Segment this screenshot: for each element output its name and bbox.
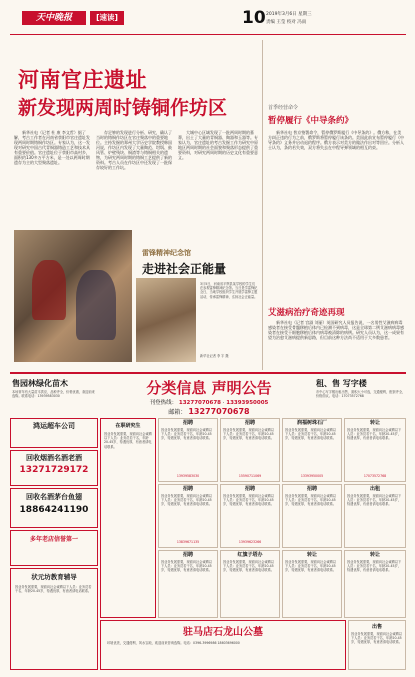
grid-cell (344, 484, 406, 548)
grid-cell-title: 招聘 (306, 486, 317, 492)
right-headline: 暂停履行《中导条约》 (268, 116, 354, 126)
grid-cell-body: 因业务发展需要，现面向社会诚聘以下人员：业务员若干名，年龄20-45岁，待遇优厚，有意者请电话联系。 (285, 428, 336, 441)
feature-photo (136, 278, 196, 362)
classifieds-rule (10, 372, 406, 374)
left-ad-5-body: 因业务发展需要，现面向社会诚聘以下人员：业务员若干名，年龄20-45岁，待遇优厚，有意者请电话联系。 (15, 585, 92, 594)
left-ad-1-title: 鸿运超车公司 (33, 422, 75, 430)
feature-byline: 新华社记者 李 宇 摄 (200, 354, 229, 358)
grid-cell-body: 因业务发展需要，现面向社会诚聘以下人员：业务员若干名，年龄20-45岁，待遇优厚，有意者请电话联系。 (161, 560, 212, 573)
grid-cell-title: 招聘 (182, 552, 193, 558)
grid-cell (220, 418, 280, 482)
bottom-right-ad (348, 620, 406, 670)
grid-cell-body: 因业务发展需要，现面向社会诚聘以下人员：业务员若干名，年龄20-45岁，待遇优厚，有意者请电话联系。 (285, 560, 336, 573)
masthead (8, 8, 408, 34)
big-phone: 13277070678 (188, 407, 250, 416)
left-ad-title: 售园林绿化苗木 (12, 379, 68, 388)
bottom-right-title: 出售 (371, 624, 382, 630)
left-ad-2-title: 回收烟酒名酒老酒 (26, 454, 82, 462)
editors: 责编 王莹 校对 冯雨 (266, 20, 307, 25)
left-classified-column (10, 418, 98, 670)
grid-cell-title: 转让 (369, 552, 380, 558)
middle-col-edu (100, 418, 156, 618)
page-number: 10 (242, 8, 266, 28)
bottom-ad-title: 驻马店石龙山公墓 (183, 627, 263, 638)
grid-cell (158, 484, 218, 548)
grid-cell-body: 因业务发展需要，现面向社会诚聘以下人员：业务员若干名，年龄20-45岁，待遇优厚，有意者请电话联系。 (347, 428, 402, 441)
hotline-phone-2: 13393950005 (226, 400, 269, 406)
grid-cell-phone: 13939623266 (238, 540, 262, 544)
right-top-body: 新华社电 普京签署命令，暂停俄罗斯履行《中导条约》。俄方称，在美方纠正违约行为之前，俄罗斯将暂停履行该条约。美国此前宣布暂停履行《中导条约》义务并启动退约程序。俄方表示对美方的做法作出对等回应。分析人士认为，条约若失效，双方将失去在中程导弹领域的相互约束。 (268, 130, 404, 150)
grid-cell-body: 因业务发展需要，现面向社会诚聘以下人员：业务员若干名，年龄20-45岁，待遇优厚，有意者请电话联系。 (161, 428, 212, 441)
left-ad-1 (10, 418, 98, 448)
grid-cell-title: 转让 (369, 420, 380, 426)
right-kicker: 首季经营命令 (268, 105, 299, 111)
grid-cell-phone: 13939583030 (176, 474, 200, 478)
left-ad-4 (10, 530, 98, 566)
grid-cell-title: 红旗子塔办 (237, 552, 263, 558)
lead-headline-2: 新发现两周时铸铜作坊区 (18, 97, 228, 119)
grid-cell-body: 因业务发展需要，现面向社会诚聘以下人员：业务员若干名，年龄20-45岁，待遇优厚，有意者请电话联系。 (161, 494, 212, 507)
grid-cell-title: 招聘 (244, 486, 255, 492)
grid-cell (158, 550, 218, 618)
grid-cell-title: 转让 (306, 552, 317, 558)
classified-grid (158, 418, 406, 618)
grid-cell-title: 出租 (369, 486, 380, 492)
section-tag: [速读] (90, 11, 124, 25)
grid-cell (158, 418, 218, 482)
left-ad-2 (10, 450, 98, 486)
lead-col-1: 新华社电（记者 杜 康 李文哲）据了解，考古工作者在河南省荥阳市官庄遗址发现两周时期铸铜作坊区。专家认为，这一发现对研究中国古代青铜器铸造工艺和技术具有重要价值。官庄遗址位于荥阳市高村乡，面积约130多万平方米，是一处以两周时期遗存为主的大型聚落遗址。 (14, 130, 90, 165)
bottom-right-body: 因业务发展需要，现面向社会诚聘以下人员：业务员若干名，年龄20-45岁，待遇优厚，有意者请电话联系。 (351, 632, 402, 645)
left-ad-2-phone: 13271729172 (19, 465, 89, 475)
email-row (110, 407, 308, 416)
grid-cell-body: 因业务发展需要，现面向社会诚聘以下人员：业务员若干名，年龄20-45岁，待遇优厚，有意者请电话联系。 (285, 494, 336, 507)
grid-cell-phone: 15590711069 (238, 474, 262, 478)
col-divider (262, 40, 263, 370)
feature-headline-1: 雷锋精神纪念馆 (142, 249, 191, 257)
grid-cell (282, 550, 342, 618)
grid-cell-body: 因业务发展需要，现面向社会诚聘以下人员：业务员若干名，年龄20-45岁，待遇优厚，有意者请电话联系。 (223, 428, 274, 441)
grid-cell (282, 418, 342, 482)
grid-cell-body: 因业务发展需要，现面向社会诚聘以下人员：业务员若干名，年龄20-45岁，待遇优厚，有意者请电话联系。 (223, 560, 274, 573)
logo: 天中晚报 (22, 11, 86, 25)
edu-body: 因业务发展需要，现面向社会诚聘以下人员：业务员若干名，年龄20-45岁，待遇优厚，有意者请电话联系。 (104, 432, 152, 449)
grid-cell (344, 550, 406, 618)
masthead-rule (10, 34, 406, 35)
grid-cell-title: 招聘 (244, 420, 255, 426)
grid-cell-body: 因业务发展需要，现面向社会诚聘以下人员：业务员若干名，年龄20-45岁，待遇优厚，有意者请电话联系。 (223, 494, 274, 507)
lead-col-2: 存足够的发现进行分析、研究，确认了当时的铸铜作坊区在官庄聚落中的重要地位。主持发掘的郑州大学历史学院教授韩国河说，作坊区内发现了大量陶范、坩埚、鼓风管、炉壁残块、铜渣等与铸铜相关的遗物，为研究两周时期的铸铜工艺提供了新的资料。考古人员在作坊区中还发现了一批保存较好的工作坑。 (96, 130, 172, 170)
left-ad-4-title: 多年老店信誉第一 (29, 536, 78, 543)
hotline-phone-1: 13277070678 (178, 400, 221, 406)
right-ad-body: 市中心写字楼出租出售，面积大小可选，交通便利，配套齐全，价格面议。电话：17073572768 (316, 390, 406, 399)
left-ad-5 (10, 568, 98, 670)
classifieds-banner: 分类信息 声明公告 (146, 379, 272, 397)
feature-caption: 3月5日，河南省平舆县某学校的学生们在参观雷锋精神纪念馆。当日是学雷锋纪念日，当地学校组织学生开展学雷锋主题活动，传承雷锋精神，弘扬社会正能量。 (200, 282, 258, 299)
left-ad-3-title: 回收名酒茅台鱼翅 (26, 493, 82, 501)
bottom-ad-body: 环境优美，交通便利，风水宝地，欢迎前来咨询选购。电话：0396-3996986 18603696000 (107, 641, 240, 645)
issue-date: 2019年3月6日 星期三 (266, 12, 312, 17)
grid-cell-title: 招聘 (182, 486, 193, 492)
grid-cell-title: 招聘 (182, 420, 193, 426)
photo-figure (76, 270, 116, 340)
right-bottom-body: 新华社电（记者 宫淑 刘丽）英国研究人员报告说，一名男性艾滋病病毒感染者在接受骨髓移植后体内已检测不到病毒，这是全球第二例艾滋病病毒感染者在接受干细胞移植后体内病毒被清除的病例。研究人员认为，这一成果有望为治愈艾滋病提供新思路，但目前这种方法尚不适用于大多数患者。 (268, 320, 404, 340)
left-ad-5-title: 状元坊教育辅导 (31, 573, 77, 581)
hotline-label: 刊登热线： (149, 400, 178, 406)
grid-cell (282, 484, 342, 548)
grid-cell-phone: 13393950005 (300, 474, 324, 478)
grid-cell (344, 418, 406, 482)
lead-col-3: 大城中心区域发现了一批两周时期的墓葬，出土了大量的青铜器、陶器和玉器等。专家认为，官庄遗址的考古发掘工作为研究中原地区两周时期的社会面貌和聚落形态提供了重要资料，对研究两周时期的历史文化有重要意义。 (178, 130, 258, 160)
bottom-ad (100, 620, 346, 670)
left-ad-body: 本场常年有大量苗木供应，品种齐全，价格优惠，欢迎前来选购。联系电话：13939583030 (12, 390, 95, 399)
lead-photo (14, 230, 132, 362)
grid-cell-title: 润福树珠石厂 (296, 420, 327, 426)
grid-cell-phone: 13839671135 (176, 540, 200, 544)
left-ad-3 (10, 488, 98, 528)
email-label: 邮箱： (168, 409, 187, 416)
grid-cell-phone: 17073572768 (363, 474, 387, 478)
left-ad-3-phone: 18864241190 (19, 505, 89, 515)
lead-headline-1: 河南官庄遗址 (18, 68, 147, 92)
edu-title: 在职研究生 (115, 423, 141, 429)
hotline-separator: · (222, 400, 227, 406)
right-bottom-headline: 艾滋病治疗奇迹再现 (268, 308, 345, 318)
grid-cell (220, 484, 280, 548)
hotline-row (110, 398, 308, 406)
grid-cell-body: 因业务发展需要，现面向社会诚聘以下人员：业务员若干名，年龄20-45岁，待遇优厚，有意者请电话联系。 (347, 494, 402, 507)
right-ad-title: 租、售 写字楼 (316, 379, 367, 388)
feature-headline-2: 走进社会正能量 (142, 262, 227, 276)
grid-cell (220, 550, 280, 618)
grid-cell-body: 因业务发展需要，现面向社会诚聘以下人员：业务员若干名，年龄20-45岁，待遇优厚，有意者请电话联系。 (347, 560, 402, 573)
photo-figure (32, 260, 66, 320)
